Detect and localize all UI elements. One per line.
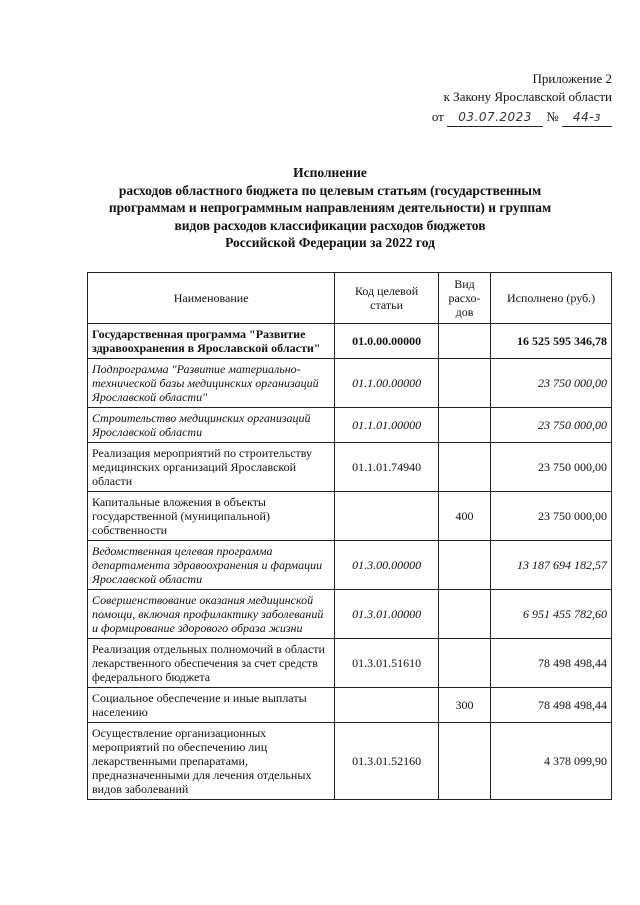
row-name: Социальное обеспечение и иные выплаты населению <box>88 688 335 723</box>
row-expense-type <box>438 639 490 688</box>
annex-law-reference: к Закону Ярославской области <box>443 89 612 104</box>
title-line: программам и непрограммным направлениям деятельности) и группам <box>108 200 552 215</box>
row-code: 01.1.01.74940 <box>335 443 439 492</box>
row-code: 01.3.01.00000 <box>335 590 439 639</box>
row-executed: 16 525 595 346,78 <box>491 324 612 359</box>
row-code: 01.3.01.51610 <box>335 639 439 688</box>
annex-title: Приложение 2 <box>532 71 612 86</box>
table-row <box>88 408 612 443</box>
table-row <box>88 688 612 723</box>
row-code: 01.3.01.52160 <box>335 723 439 800</box>
row-name: Реализация отдельных полномочий в области лекарственного обеспечения за счет средств федерального бюджета <box>88 639 335 688</box>
row-name: Осуществление организационных мероприятий по обеспечению лиц лекарственными препаратами, предназначенными для лечения отдельных видов заболеваний <box>88 723 335 800</box>
row-name: Капитальные вложения в объекты государственной (муниципальной) собственности <box>88 492 335 541</box>
annex-header <box>432 70 612 127</box>
table-row <box>88 723 612 800</box>
table-row <box>88 541 612 590</box>
row-executed: 4 378 099,90 <box>491 723 612 800</box>
table-body <box>88 324 612 800</box>
row-name: Реализация мероприятий по строительству медицинских организаций Ярославской области <box>88 443 335 492</box>
row-code <box>335 492 439 541</box>
annex-from-label: от <box>431 109 444 124</box>
title-line: видов расходов классификации расходов бюджетов <box>174 217 486 233</box>
row-code: 01.3.00.00000 <box>335 541 439 590</box>
row-expense-type <box>438 723 490 800</box>
row-expense-type <box>438 408 490 443</box>
annex-number: 44-з <box>562 108 612 127</box>
row-expense-type <box>438 541 490 590</box>
table-row <box>88 359 612 408</box>
header-name: Наименование <box>88 273 335 324</box>
header-code: Код целевой статьи <box>335 273 439 324</box>
title-line: Исполнение <box>293 165 367 180</box>
table-row <box>88 639 612 688</box>
table-row <box>88 443 612 492</box>
table-row <box>88 324 612 359</box>
row-code <box>335 688 439 723</box>
row-expense-type: 300 <box>438 688 490 723</box>
budget-table <box>87 272 612 800</box>
row-executed: 23 750 000,00 <box>491 492 612 541</box>
row-executed: 23 750 000,00 <box>491 443 612 492</box>
row-name: Подпрограмма "Развитие материально-технической базы медицинских организаций Ярославской области" <box>88 359 335 408</box>
row-expense-type: 400 <box>438 492 490 541</box>
row-code: 01.1.01.00000 <box>335 408 439 443</box>
row-name: Государственная программа "Развитие здравоохранения в Ярославской области" <box>88 324 335 359</box>
row-executed: 13 187 694 182,57 <box>491 541 612 590</box>
title-line: Российской Федерации за 2022 год <box>225 235 435 250</box>
row-executed: 23 750 000,00 <box>491 408 612 443</box>
row-expense-type <box>438 359 490 408</box>
annex-number-label: № <box>546 109 559 124</box>
row-executed: 78 498 498,44 <box>491 688 612 723</box>
row-expense-type <box>438 324 490 359</box>
row-name: Ведомственная целевая программа департамента здравоохранения и фармации Ярославской области <box>88 541 335 590</box>
table-row <box>88 492 612 541</box>
row-name: Строительство медицинских организаций Ярославской области <box>88 408 335 443</box>
row-executed: 78 498 498,44 <box>491 639 612 688</box>
document-title <box>40 164 620 252</box>
row-code: 01.1.00.00000 <box>335 359 439 408</box>
row-executed: 6 951 455 782,60 <box>491 590 612 639</box>
row-executed: 23 750 000,00 <box>491 359 612 408</box>
table-row <box>88 590 612 639</box>
title-line: расходов областного бюджета по целевым статьям (государственным <box>118 182 542 198</box>
header-executed: Исполнено (руб.) <box>491 273 612 324</box>
header-expense-type: Вид расхо-дов <box>438 273 490 324</box>
row-code: 01.0.00.00000 <box>335 324 439 359</box>
annex-date-number <box>432 108 612 127</box>
row-expense-type <box>438 443 490 492</box>
table-header <box>88 273 612 324</box>
row-expense-type <box>438 590 490 639</box>
annex-date: 03.07.2023 <box>447 108 543 127</box>
row-name: Совершенствование оказания медицинской помощи, включая профилактику заболеваний и формирование здорового образа жизни <box>88 590 335 639</box>
